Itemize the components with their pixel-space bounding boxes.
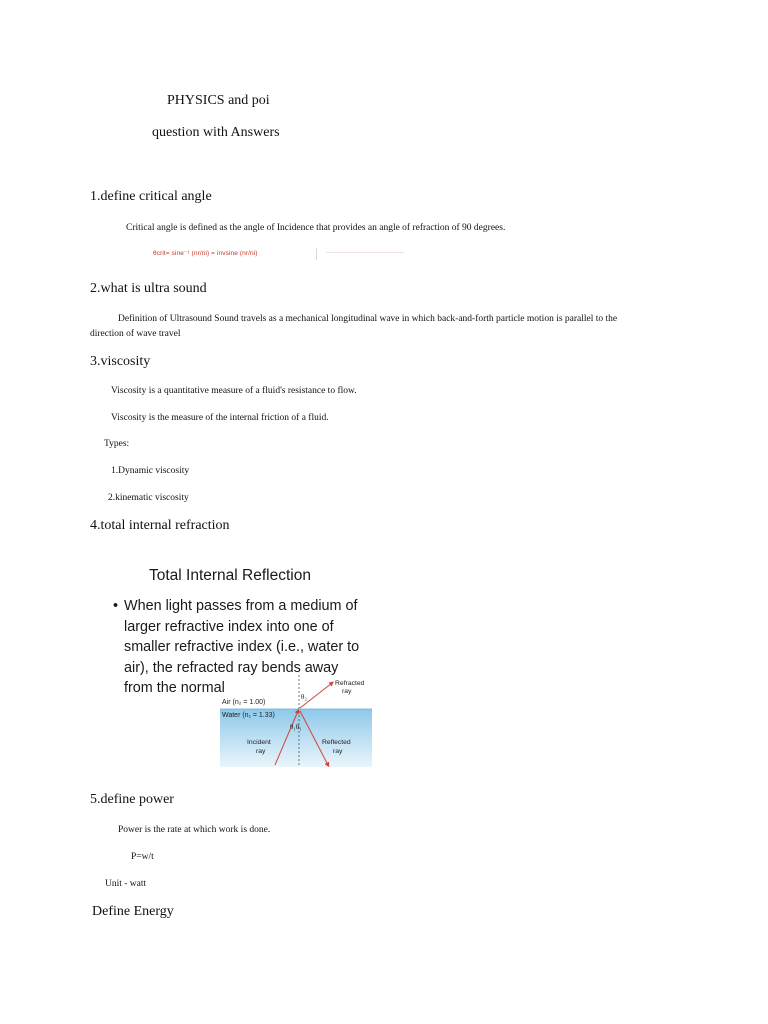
document-subtitle: question with Answers (152, 125, 280, 140)
theta-2-label: θ₂ (301, 693, 307, 701)
viscosity-line-2: Viscosity is the measure of the internal friction of a fluid. (111, 413, 329, 423)
reflected-ray-label: Reflected (322, 739, 351, 746)
slide-title: Total Internal Reflection (149, 567, 311, 584)
viscosity-line-1: Viscosity is a quantitative measure of a fluid's resistance to flow. (111, 386, 357, 396)
incident-ray-label-2: ray (256, 748, 266, 755)
slide-line: larger refractive index into one of (124, 618, 334, 635)
incident-ray-label: Incident (247, 739, 271, 746)
slide-line: When light passes from a medium of (124, 598, 358, 614)
refracted-ray-label: Refracted (335, 680, 365, 687)
viscosity-type-2: 2.kinematic viscosity (108, 493, 189, 503)
viscosity-type-1: 1.Dynamic viscosity (111, 466, 190, 476)
document-title: PHYSICS and poi (167, 93, 270, 108)
slide-line: smaller refractive index (i.e., water to (124, 639, 360, 655)
question-1-answer: Critical angle is defined as the angle of Incidence that provides an angle of refraction of 90 degrees. (126, 223, 506, 233)
question-2-answer-line1: Definition of Ultrasound Sound travels as a mechanical longitudinal wave in which back-and-forth particle motion is parallel to the (118, 314, 618, 324)
critical-angle-formula: θcrit= sine⁻¹ (nr/ni) = invsine (nr/ni) (153, 250, 258, 257)
question-4-heading: 4.total internal refraction (90, 518, 230, 533)
question-5-heading: 5.define power (90, 792, 174, 807)
slide-line: from the normal (124, 680, 225, 696)
power-formula: P=w/t (131, 852, 154, 862)
energy-heading: Define Energy (92, 904, 174, 919)
formula-divider (316, 248, 317, 260)
air-label: Air (n₂ = 1.00) (222, 699, 266, 706)
formula-faint-line (326, 252, 404, 253)
total-internal-reflection-slide (89, 553, 381, 774)
question-2-heading: 2.what is ultra sound (90, 281, 207, 296)
theta-1-label: θ₁θ₁ (290, 723, 302, 731)
bullet-icon: • (113, 598, 119, 614)
question-2-answer-line2: direction of wave travel (90, 329, 181, 339)
question-3-heading: 3.viscosity (90, 354, 151, 369)
reflected-ray-label-2: ray (333, 748, 343, 755)
refracted-ray-label-2: ray (342, 688, 352, 695)
question-1-heading: 1.define critical angle (90, 189, 212, 204)
viscosity-types-label: Types: (104, 439, 130, 449)
power-unit: Unit - watt (105, 879, 147, 889)
refraction-diagram (220, 671, 372, 767)
water-label: Water (n₁ = 1.33) (222, 712, 275, 719)
power-definition: Power is the rate at which work is done. (118, 825, 271, 835)
slide-line: air), the refracted ray bends away (124, 659, 339, 676)
